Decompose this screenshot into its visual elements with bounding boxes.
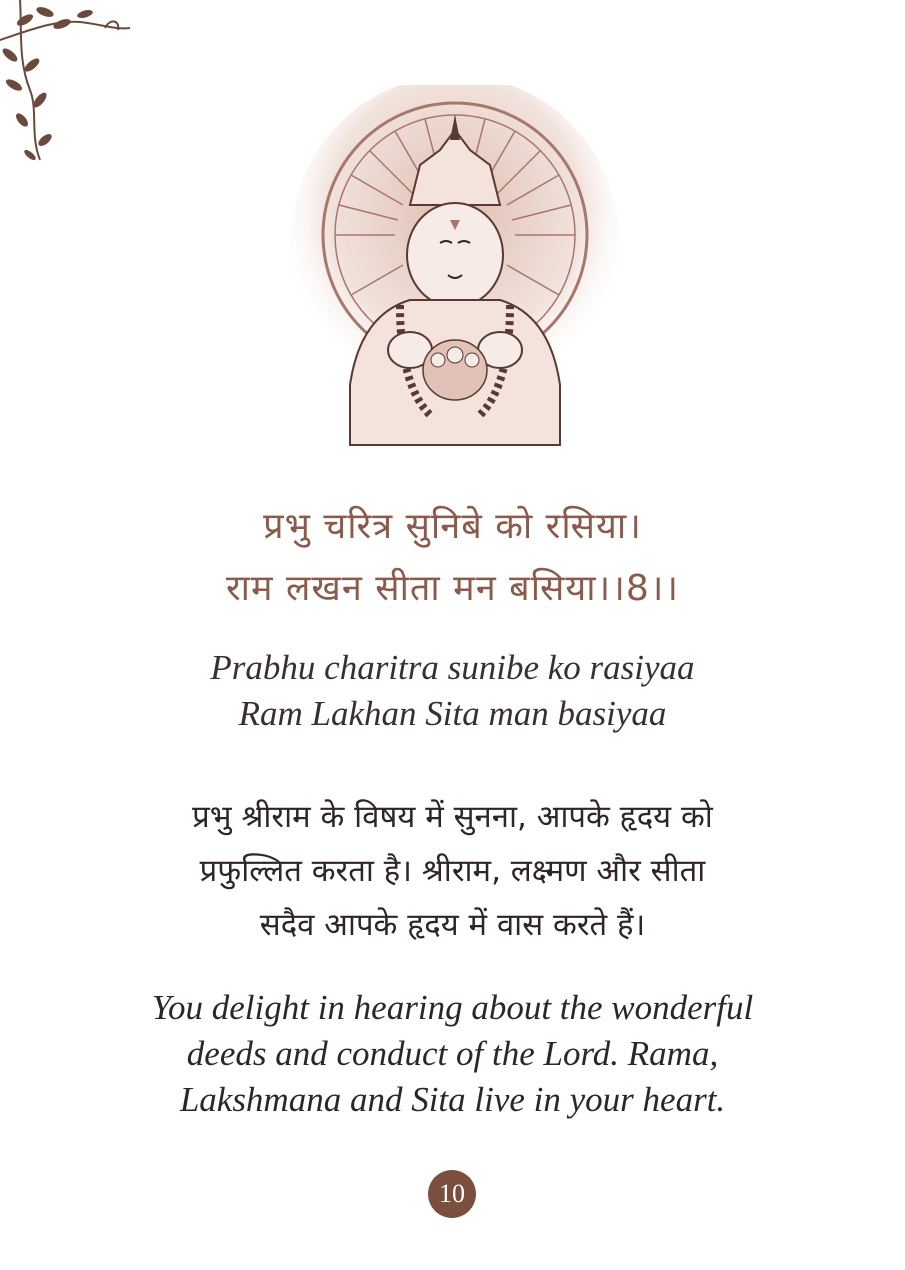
- hanuman-heart-illustration: [290, 85, 620, 455]
- meaning-hindi-line-2: प्रफुल्लित करता है। श्रीराम, लक्ष्मण और सीता: [199, 853, 706, 889]
- transliteration-line-1: Prabhu charitra sunibe ko rasiyaa: [210, 648, 695, 687]
- meaning-english-line-1: You delight in hearing about the wonderful: [151, 988, 754, 1027]
- page-number-badge: 10: [428, 1170, 476, 1218]
- verse-hindi-line-1: प्रभु चरित्र सुनिबे को रसिया।: [263, 506, 642, 547]
- vine-ornament-icon: [0, 0, 140, 170]
- meaning-hindi-line-1: प्रभु श्रीराम के विषय में सुनना, आपके हृदय को: [192, 799, 713, 835]
- meaning-hindi-line-3: सदैव आपके हृदय में वास करते हैं।: [259, 907, 646, 943]
- meaning-english-line-2: deeds and conduct of the Lord. Rama,: [186, 1034, 719, 1073]
- meaning-english-line-3: Lakshmana and Sita live in your heart.: [179, 1080, 726, 1119]
- verse-hindi-line-2: राम लखन सीता मन बसिया।।8।।: [225, 568, 680, 609]
- transliteration-line-2: Ram Lakhan Sita man basiyaa: [238, 694, 667, 733]
